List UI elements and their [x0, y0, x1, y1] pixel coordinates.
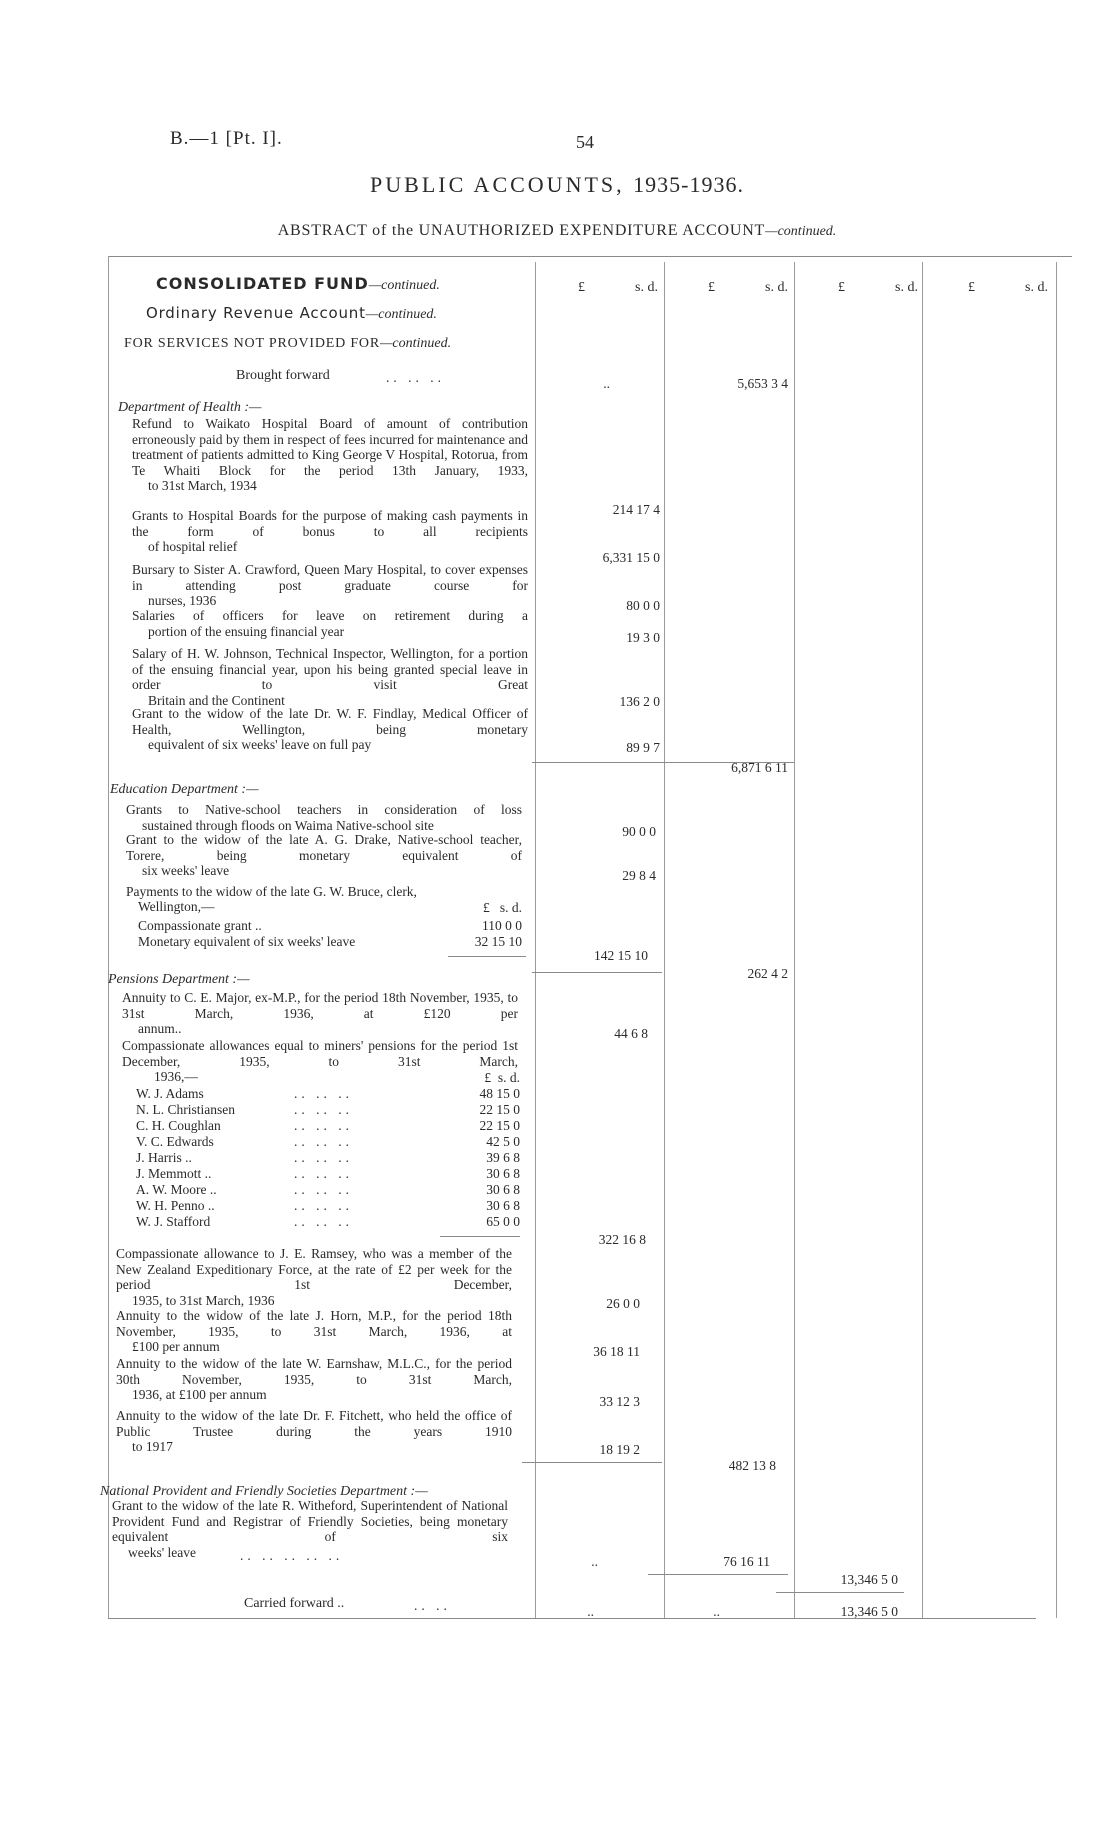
health-amount: 80 0 0	[626, 598, 660, 613]
miner-name: W. J. Adams	[136, 1086, 204, 1101]
pension-major-item: Annuity to C. E. Major, ex-M.P., for the period 18th November, 1935, to 31st March, 1936, at £120 per annum..	[122, 990, 518, 1036]
bruce-line-amount: 110 0 0	[482, 918, 522, 933]
bruce-intro: Payments to the widow of the late G. W. Bruce, clerk,	[126, 884, 417, 899]
pensions-subtotal-rule	[522, 1462, 662, 1463]
title-years: 1935-1936.	[633, 172, 744, 197]
pensions-total: 482 13 8	[728, 1458, 776, 1473]
carried-forward-label: Carried forward ..	[244, 1596, 345, 1611]
page-subtitle	[0, 222, 1114, 240]
carried-forward-amount: 13,346 5 0	[840, 1604, 898, 1619]
bruce-line-label: Monetary equivalent of six weeks' leave	[138, 934, 356, 949]
health-amount: 19 3 0	[626, 630, 660, 645]
page-number: 54	[576, 132, 594, 152]
pensions-dept-heading: Pensions Department :—	[108, 972, 250, 987]
miners-inner-header: £ s. d.	[484, 1070, 520, 1085]
leader-dots: .. .. ..	[294, 1166, 353, 1181]
health-amount: 89 9 7	[626, 740, 660, 755]
pension-other-amount: 18 19 2	[599, 1442, 640, 1457]
pension-other-item: Annuity to the widow of the late J. Horn, M.P., for the period 18th November, 1935, to 31st March, 1936, at £100 per annum	[116, 1308, 512, 1354]
report-reference: B.—1 [Pt. I].	[170, 128, 283, 149]
column-divider-4	[922, 262, 923, 1618]
leader-dots: .. .. ..	[294, 1118, 353, 1133]
provident-amount: 76 16 11	[723, 1554, 770, 1569]
column-divider-2	[664, 262, 665, 1618]
title-text: PUBLIC ACCOUNTS,	[370, 172, 625, 197]
account-heading: Ordinary Revenue Account—continued.	[146, 304, 437, 322]
miner-amount: 30 6 8	[486, 1166, 520, 1181]
health-item: Refund to Waikato Hospital Board of amount of contribution erroneously paid by them in respect of fees incurred for maintenance and treatment of patients admitted to King George V Hospital, Rotorua, from Te Whaiti Block for the period 13th January, 1933, to 31st March, 1934	[132, 416, 528, 493]
leader-dots: .. .. ..	[294, 1102, 353, 1117]
miners-total: 322 16 8	[598, 1232, 646, 1247]
miner-name: N. L. Christiansen	[136, 1102, 235, 1117]
leader-dots: .. .. ..	[294, 1150, 353, 1165]
health-amount: 136 2 0	[619, 694, 660, 709]
health-item: Bursary to Sister A. Crawford, Queen Mary Hospital, to cover expenses in attending post graduate course for nurses, 1936	[132, 562, 528, 608]
fund-heading: CONSOLIDATED FUND—continued.	[156, 274, 440, 293]
grand-total: 13,346 5 0	[840, 1572, 898, 1587]
miner-amount: 48 15 0	[479, 1086, 520, 1101]
brought-forward-label: Brought forward	[236, 368, 330, 383]
miner-amount: 22 15 0	[479, 1118, 520, 1133]
miner-amount: 42 5 0	[486, 1134, 520, 1149]
brought-forward-col1: ..	[603, 376, 610, 391]
miner-amount: 65 0 0	[486, 1214, 520, 1229]
provident-dept-heading: National Provident and Friendly Societies Department :—	[100, 1484, 428, 1499]
miners-rule	[440, 1236, 520, 1237]
provident-col1: ..	[591, 1554, 598, 1569]
services-heading: FOR SERVICES NOT PROVIDED FOR—continued.	[124, 336, 452, 351]
leader-dots: .. .. ..	[386, 370, 445, 385]
health-item: Salaries of officers for leave on retirement during a portion of the ensuing financial year	[132, 608, 528, 639]
education-subtotal-rule	[532, 972, 662, 973]
miners-intro: Compassionate allowances equal to miners' pensions for the period 1st December, 1935, to 31st March, 1936,—	[122, 1038, 518, 1084]
bruce-rule	[448, 956, 526, 957]
miner-amount: 22 15 0	[479, 1102, 520, 1117]
leader-dots: .. .. ..	[294, 1198, 353, 1213]
miner-name: A. W. Moore ..	[136, 1182, 217, 1197]
leader-dots: .. .. .. .. ..	[240, 1548, 344, 1563]
subtitle-continued: —continued.	[765, 224, 837, 239]
health-item: Grants to Hospital Boards for the purpose of making cash payments in the form of bonus to all recipients of hospital relief	[132, 508, 528, 554]
pension-other-item: Annuity to the widow of the late W. Earnshaw, M.L.C., for the period 30th November, 1935, to 31st March, 1936, at £100 per annum	[116, 1356, 512, 1402]
bruce-line-amount: 32 15 10	[474, 934, 522, 949]
table-left-border	[108, 256, 109, 1618]
education-total: 262 4 2	[747, 966, 788, 981]
page-title	[0, 172, 1114, 198]
provident-item: Grant to the widow of the late R. Witheford, Superintendent of National Provident Fund and Registrar of Friendly Societies, being monetary equivalent of six weeks' leave	[112, 1498, 508, 1560]
bruce-place: Wellington,—	[138, 899, 215, 914]
education-dept-heading: Education Department :—	[110, 782, 259, 797]
education-amount: 29 8 4	[622, 868, 656, 883]
miner-amount: 39 6 8	[486, 1150, 520, 1165]
grand-total-rule	[776, 1592, 904, 1593]
table-right-border	[1056, 262, 1057, 1618]
pension-other-amount: 33 12 3	[599, 1394, 640, 1409]
provident-rule	[648, 1574, 788, 1575]
miner-amount: 30 6 8	[486, 1182, 520, 1197]
pension-other-item: Compassionate allowance to J. E. Ramsey, who was a member of the New Zealand Expeditionary Force, at the rate of £2 per week for the period 1st December, 1935, to 31st March, 1936	[116, 1246, 512, 1308]
pension-other-amount: 36 18 11	[593, 1344, 640, 1359]
health-item: Salary of H. W. Johnson, Technical Inspector, Wellington, for a portion of the ensuing financial year, upon his being granted special leave in order to visit Great Britain and the Continent	[132, 646, 528, 708]
bruce-line-label: Compassionate grant ..	[138, 918, 262, 933]
pension-major-amount: 44 6 8	[614, 1026, 648, 1041]
column-divider-3	[794, 262, 795, 1618]
health-total: 6,871 6 11	[731, 760, 788, 775]
column-divider-1	[535, 262, 536, 1618]
leader-dots: .. .. ..	[294, 1134, 353, 1149]
education-item: Grants to Native-school teachers in consideration of loss sustained through floods on Waima Native-school site	[126, 802, 522, 833]
bruce-total: 142 15 10	[594, 948, 648, 963]
leader-dots: .. .. ..	[294, 1182, 353, 1197]
pension-other-item: Annuity to the widow of the late Dr. F. Fitchett, who held the office of Public Trustee during the years 1910 to 1917	[116, 1408, 512, 1454]
health-amount: 6,331 15 0	[602, 550, 660, 565]
health-item: Grant to the widow of the late Dr. W. F. Findlay, Medical Officer of Health, Wellington, being monetary equivalent of six weeks' leave on full pay	[132, 706, 528, 752]
health-amount: 214 17 4	[612, 502, 660, 517]
education-item: Grant to the widow of the late A. G. Drake, Native-school teacher, Torere, being monetary equivalent of six weeks' leave	[126, 832, 522, 878]
carried-forward-col1: ..	[587, 1604, 594, 1619]
education-amount: 90 0 0	[622, 824, 656, 839]
miner-name: C. H. Coughlan	[136, 1118, 221, 1133]
pension-other-amount: 26 0 0	[606, 1296, 640, 1311]
leader-dots: .. ..	[414, 1598, 451, 1613]
carried-forward-col2: ..	[713, 1604, 720, 1619]
bruce-inner-header: £ s. d.	[482, 900, 522, 915]
health-dept-heading: Department of Health :—	[118, 400, 262, 415]
miner-name: W. J. Stafford	[136, 1214, 211, 1229]
miner-name: J. Memmott ..	[136, 1166, 212, 1181]
table-top-rule	[108, 256, 1072, 257]
leader-dots: .. .. ..	[294, 1086, 353, 1101]
miner-amount: 30 6 8	[486, 1198, 520, 1213]
miner-name: V. C. Edwards	[136, 1134, 214, 1149]
miner-name: W. H. Penno ..	[136, 1198, 215, 1213]
subtitle-text: ABSTRACT of the UNAUTHORIZED EXPENDITURE ACCOUNT	[277, 222, 766, 239]
brought-forward-amount: 5,653 3 4	[737, 376, 788, 391]
miner-name: J. Harris ..	[136, 1150, 192, 1165]
leader-dots: .. .. ..	[294, 1214, 353, 1229]
